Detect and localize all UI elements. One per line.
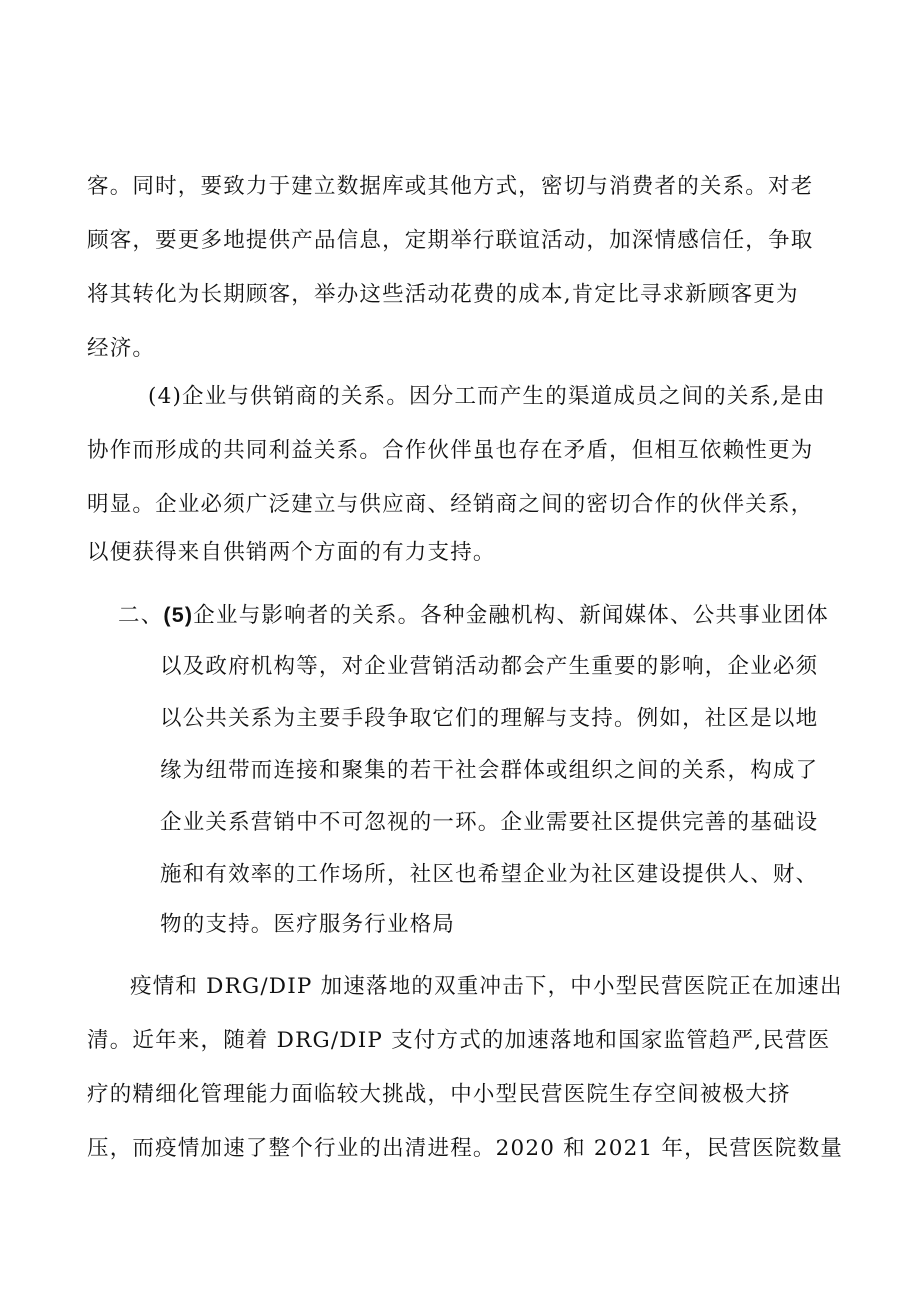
section-first-line-text: 企业与影响者的关系。各种金融机构、新闻媒体、公共事业团体 [193, 603, 829, 628]
text-line: 企业关系营销中不可忽视的一环。企业需要社区提供完善的基础设 [160, 810, 819, 835]
section-prefix: 二、 [118, 603, 164, 628]
text-line: 以便获得来自供销两个方面的有力支持。 [87, 540, 496, 565]
text-line: 物的支持。医疗服务行业格局 [160, 912, 456, 937]
text-line: 经济。 [87, 336, 156, 361]
section-number: (5) [163, 603, 194, 627]
section-heading-line [118, 600, 829, 631]
text-line: 缘为纽带而连接和聚集的若干社会群体或组织之间的关系，构成了 [160, 758, 819, 783]
text-line: 疫情和 DRG/DIP 加速落地的双重冲击下，中小型民营医院正在加速出 [130, 974, 843, 999]
text-line: 以公共关系为主要手段争取它们的理解与支持。例如，社区是以地 [160, 706, 819, 731]
text-line: 压，而疫情加速了整个行业的出清进程。2020 和 2021 年，民营医院数量 [87, 1136, 844, 1161]
text-line: 顾客，要更多地提供产品信息，定期举行联谊活动，加深情感信任，争取 [87, 228, 814, 253]
text-line: 协作而形成的共同利益关系。合作伙伴虽也存在矛盾，但相互依赖性更为 [87, 438, 814, 463]
text-line: 清。近年来，随着 DRG/DIP 支付方式的加速落地和国家监管趋严,民营医 [87, 1028, 831, 1053]
text-line: (4)企业与供销商的关系。因分工而产生的渠道成员之间的关系,是由 [148, 384, 826, 409]
text-line: 将其转化为长期顾客，举办这些活动花费的成本,肯定比寻求新顾客更为 [87, 282, 799, 307]
text-line: 以及政府机构等，对企业营销活动都会产生重要的影响，企业必须 [160, 654, 819, 679]
text-line: 客。同时，要致力于建立数据库或其他方式，密切与消费者的关系。对老 [87, 174, 814, 199]
text-line: 施和有效率的工作场所，社区也希望企业为社区建设提供人、财、 [160, 862, 819, 887]
text-line: 疗的精细化管理能力面临较大挑战，中小型民营医院生存空间被极大挤 [87, 1082, 791, 1107]
text-line: 明显。企业必须广泛建立与供应商、经销商之间的密切合作的伙伴关系， [87, 492, 814, 517]
